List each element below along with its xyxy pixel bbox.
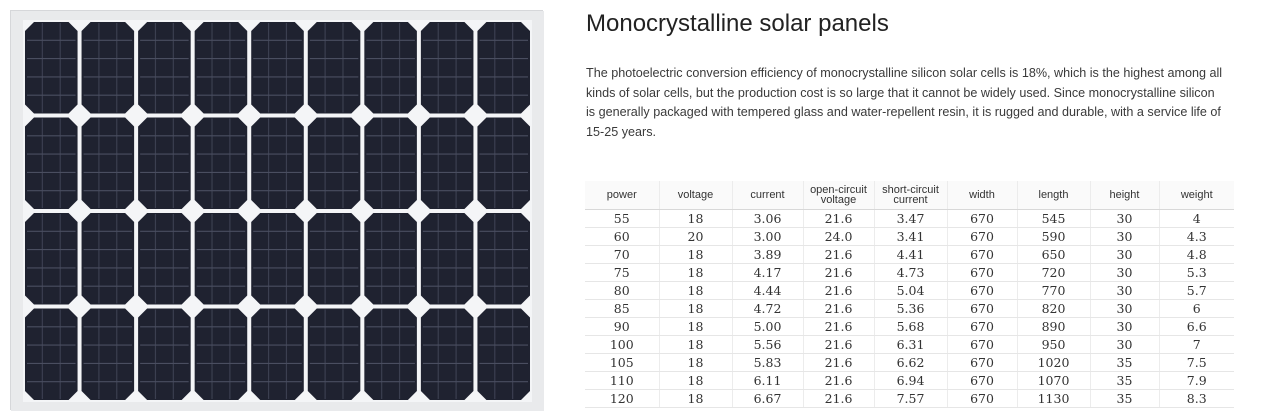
table-cell: 4.17 [732,264,803,282]
table-cell: 21.6 [803,318,874,336]
solar-cell [364,22,417,114]
column-header-label: current [750,189,785,201]
table-cell: 105 [585,354,659,372]
table-cell: 820 [1017,300,1090,318]
table-cell: 6.67 [732,390,803,408]
table-cell: 650 [1017,246,1090,264]
table-cell: 30 [1090,282,1159,300]
solar-cell [251,118,304,210]
table-row [585,282,1234,300]
column-header-label: width [969,189,995,201]
table-cell: 18 [659,300,732,318]
table-cell: 670 [947,210,1017,228]
table-cell: 720 [1017,264,1090,282]
table-cell: 3.41 [874,228,947,246]
table-row [585,228,1234,246]
table-cell: 670 [947,264,1017,282]
table-cell: 7 [1159,336,1234,354]
table-cell: 18 [659,318,732,336]
table-cell: 5.04 [874,282,947,300]
table-cell: 18 [659,246,732,264]
solar-cell [138,22,191,114]
table-cell: 18 [659,354,732,372]
table-row [585,264,1234,282]
solar-cell [25,213,78,305]
table-cell: 670 [947,390,1017,408]
table-cell: 21.6 [803,282,874,300]
table-cell: 18 [659,336,732,354]
column-header-label: voltage [677,189,714,201]
table-cell: 590 [1017,228,1090,246]
table-cell: 21.6 [803,246,874,264]
solar-cell [25,309,78,401]
table-cell: 7.5 [1159,354,1234,372]
table-cell: 1020 [1017,354,1090,372]
table-cell: 24.0 [803,228,874,246]
solar-cell [82,22,135,114]
table-cell: 5.36 [874,300,947,318]
table-row [585,354,1234,372]
table-cell: 3.00 [732,228,803,246]
table-row [585,246,1234,264]
solar-cell [308,213,361,305]
column-header [874,181,947,210]
table-cell: 5.83 [732,354,803,372]
table-cell: 4.73 [874,264,947,282]
column-header-label: power [606,189,637,201]
table-cell: 100 [585,336,659,354]
table-cell: 30 [1090,228,1159,246]
table-cell: 110 [585,372,659,390]
table-cell: 30 [1090,300,1159,318]
page-title: Monocrystalline solar panels [586,10,889,37]
table-cell: 30 [1090,246,1159,264]
column-header-label: height [1109,189,1140,201]
table-row [585,318,1234,336]
table-cell: 18 [659,210,732,228]
table-cell: 18 [659,372,732,390]
table-row [585,210,1234,228]
solar-cell [308,118,361,210]
solar-cell [477,213,530,305]
table-cell: 80 [585,282,659,300]
table-cell: 55 [585,210,659,228]
table-cell: 20 [659,228,732,246]
table-cell: 7.57 [874,390,947,408]
table-cell: 60 [585,228,659,246]
solar-cell [82,213,135,305]
table-cell: 70 [585,246,659,264]
table-cell: 6.62 [874,354,947,372]
table-cell: 5.7 [1159,282,1234,300]
table-row [585,300,1234,318]
table-cell: 4.3 [1159,228,1234,246]
table-cell: 5.56 [732,336,803,354]
table-header-row [585,181,1234,210]
solar-cell [195,213,248,305]
solar-cell [25,22,78,114]
description-text: The photoelectric conversion efficiency of monocrystalline silicon solar cells is 18%, which is the highest among all kinds of solar cells, but the production cost is so large that it cannot be widely used. Since monocrystalline silicon is generally packaged with tempered glass and water-repellent resin, it is rugged and durable, with a service life of 15-25 years. [586,66,1223,139]
solar-cell [364,213,417,305]
column-header-label: current [893,194,928,206]
table-cell: 6.11 [732,372,803,390]
table-cell: 4.72 [732,300,803,318]
table-cell: 4.41 [874,246,947,264]
table-cell: 85 [585,300,659,318]
table-cell: 21.6 [803,264,874,282]
column-header-label: open-circuit [810,184,867,196]
solar-panel-icon [11,11,544,411]
solar-cell [364,118,417,210]
table-cell: 30 [1090,264,1159,282]
table-cell: 35 [1090,390,1159,408]
spec-table [585,181,1234,408]
table-cell: 90 [585,318,659,336]
table-cell: 4.8 [1159,246,1234,264]
table-cell: 7.9 [1159,372,1234,390]
column-header [803,181,874,210]
table-cell: 670 [947,300,1017,318]
table-cell: 6.31 [874,336,947,354]
table-cell: 30 [1090,336,1159,354]
table-cell: 3.06 [732,210,803,228]
table-cell: 770 [1017,282,1090,300]
solar-cell [25,118,78,210]
table-cell: 670 [947,282,1017,300]
table-cell: 670 [947,246,1017,264]
table-cell: 890 [1017,318,1090,336]
solar-cell [195,118,248,210]
table-cell: 8.3 [1159,390,1234,408]
table-cell: 18 [659,282,732,300]
table-cell: 1070 [1017,372,1090,390]
column-header [947,181,1017,210]
column-header-label: short-circuit [882,184,939,196]
table-cell: 670 [947,336,1017,354]
table-cell: 21.6 [803,354,874,372]
solar-cell [421,118,474,210]
solar-cell [82,309,135,401]
solar-cell [477,22,530,114]
solar-cell [251,213,304,305]
table-cell: 1130 [1017,390,1090,408]
table-cell: 21.6 [803,210,874,228]
table-cell: 6 [1159,300,1234,318]
solar-cell [195,309,248,401]
column-header-label: voltage [820,194,857,206]
table-cell: 120 [585,390,659,408]
column-header [1090,181,1159,210]
table-cell: 3.47 [874,210,947,228]
column-header-label: length [1038,189,1069,201]
solar-cell [421,213,474,305]
table-cell: 670 [947,228,1017,246]
table-cell: 21.6 [803,336,874,354]
solar-cell [308,22,361,114]
solar-cell [421,22,474,114]
solar-cell [364,309,417,401]
column-header [585,181,659,210]
column-header [732,181,803,210]
table-cell: 21.6 [803,390,874,408]
table-cell: 30 [1090,318,1159,336]
table-cell: 18 [659,264,732,282]
table-cell: 6.94 [874,372,947,390]
column-header-label: weight [1180,189,1213,201]
solar-cell [138,213,191,305]
table-cell: 21.6 [803,372,874,390]
table-row [585,390,1234,408]
solar-cell [195,22,248,114]
column-header [1017,181,1090,210]
table-cell: 6.6 [1159,318,1234,336]
solar-cell [308,309,361,401]
table-cell: 670 [947,354,1017,372]
table-cell: 18 [659,390,732,408]
table-cell: 4.44 [732,282,803,300]
solar-cell [477,118,530,210]
table-cell: 950 [1017,336,1090,354]
table-cell: 4 [1159,210,1234,228]
table-cell: 545 [1017,210,1090,228]
table-cell: 21.6 [803,300,874,318]
table-cell: 35 [1090,372,1159,390]
table-cell: 30 [1090,210,1159,228]
solar-panel-image [10,10,543,410]
table-cell: 670 [947,372,1017,390]
solar-cell [477,309,530,401]
column-header [1159,181,1234,210]
table-cell: 670 [947,318,1017,336]
table-body [585,210,1234,408]
table-cell: 5.68 [874,318,947,336]
table-cell: 35 [1090,354,1159,372]
solar-cell [82,118,135,210]
table-cell: 75 [585,264,659,282]
column-header [659,181,732,210]
solar-cell [251,309,304,401]
solar-cell [251,22,304,114]
table-cell: 3.89 [732,246,803,264]
table-row [585,336,1234,354]
table-row [585,372,1234,390]
solar-cell [421,309,474,401]
table-cell: 5.3 [1159,264,1234,282]
table-cell: 5.00 [732,318,803,336]
solar-cell [138,309,191,401]
solar-cell [138,118,191,210]
